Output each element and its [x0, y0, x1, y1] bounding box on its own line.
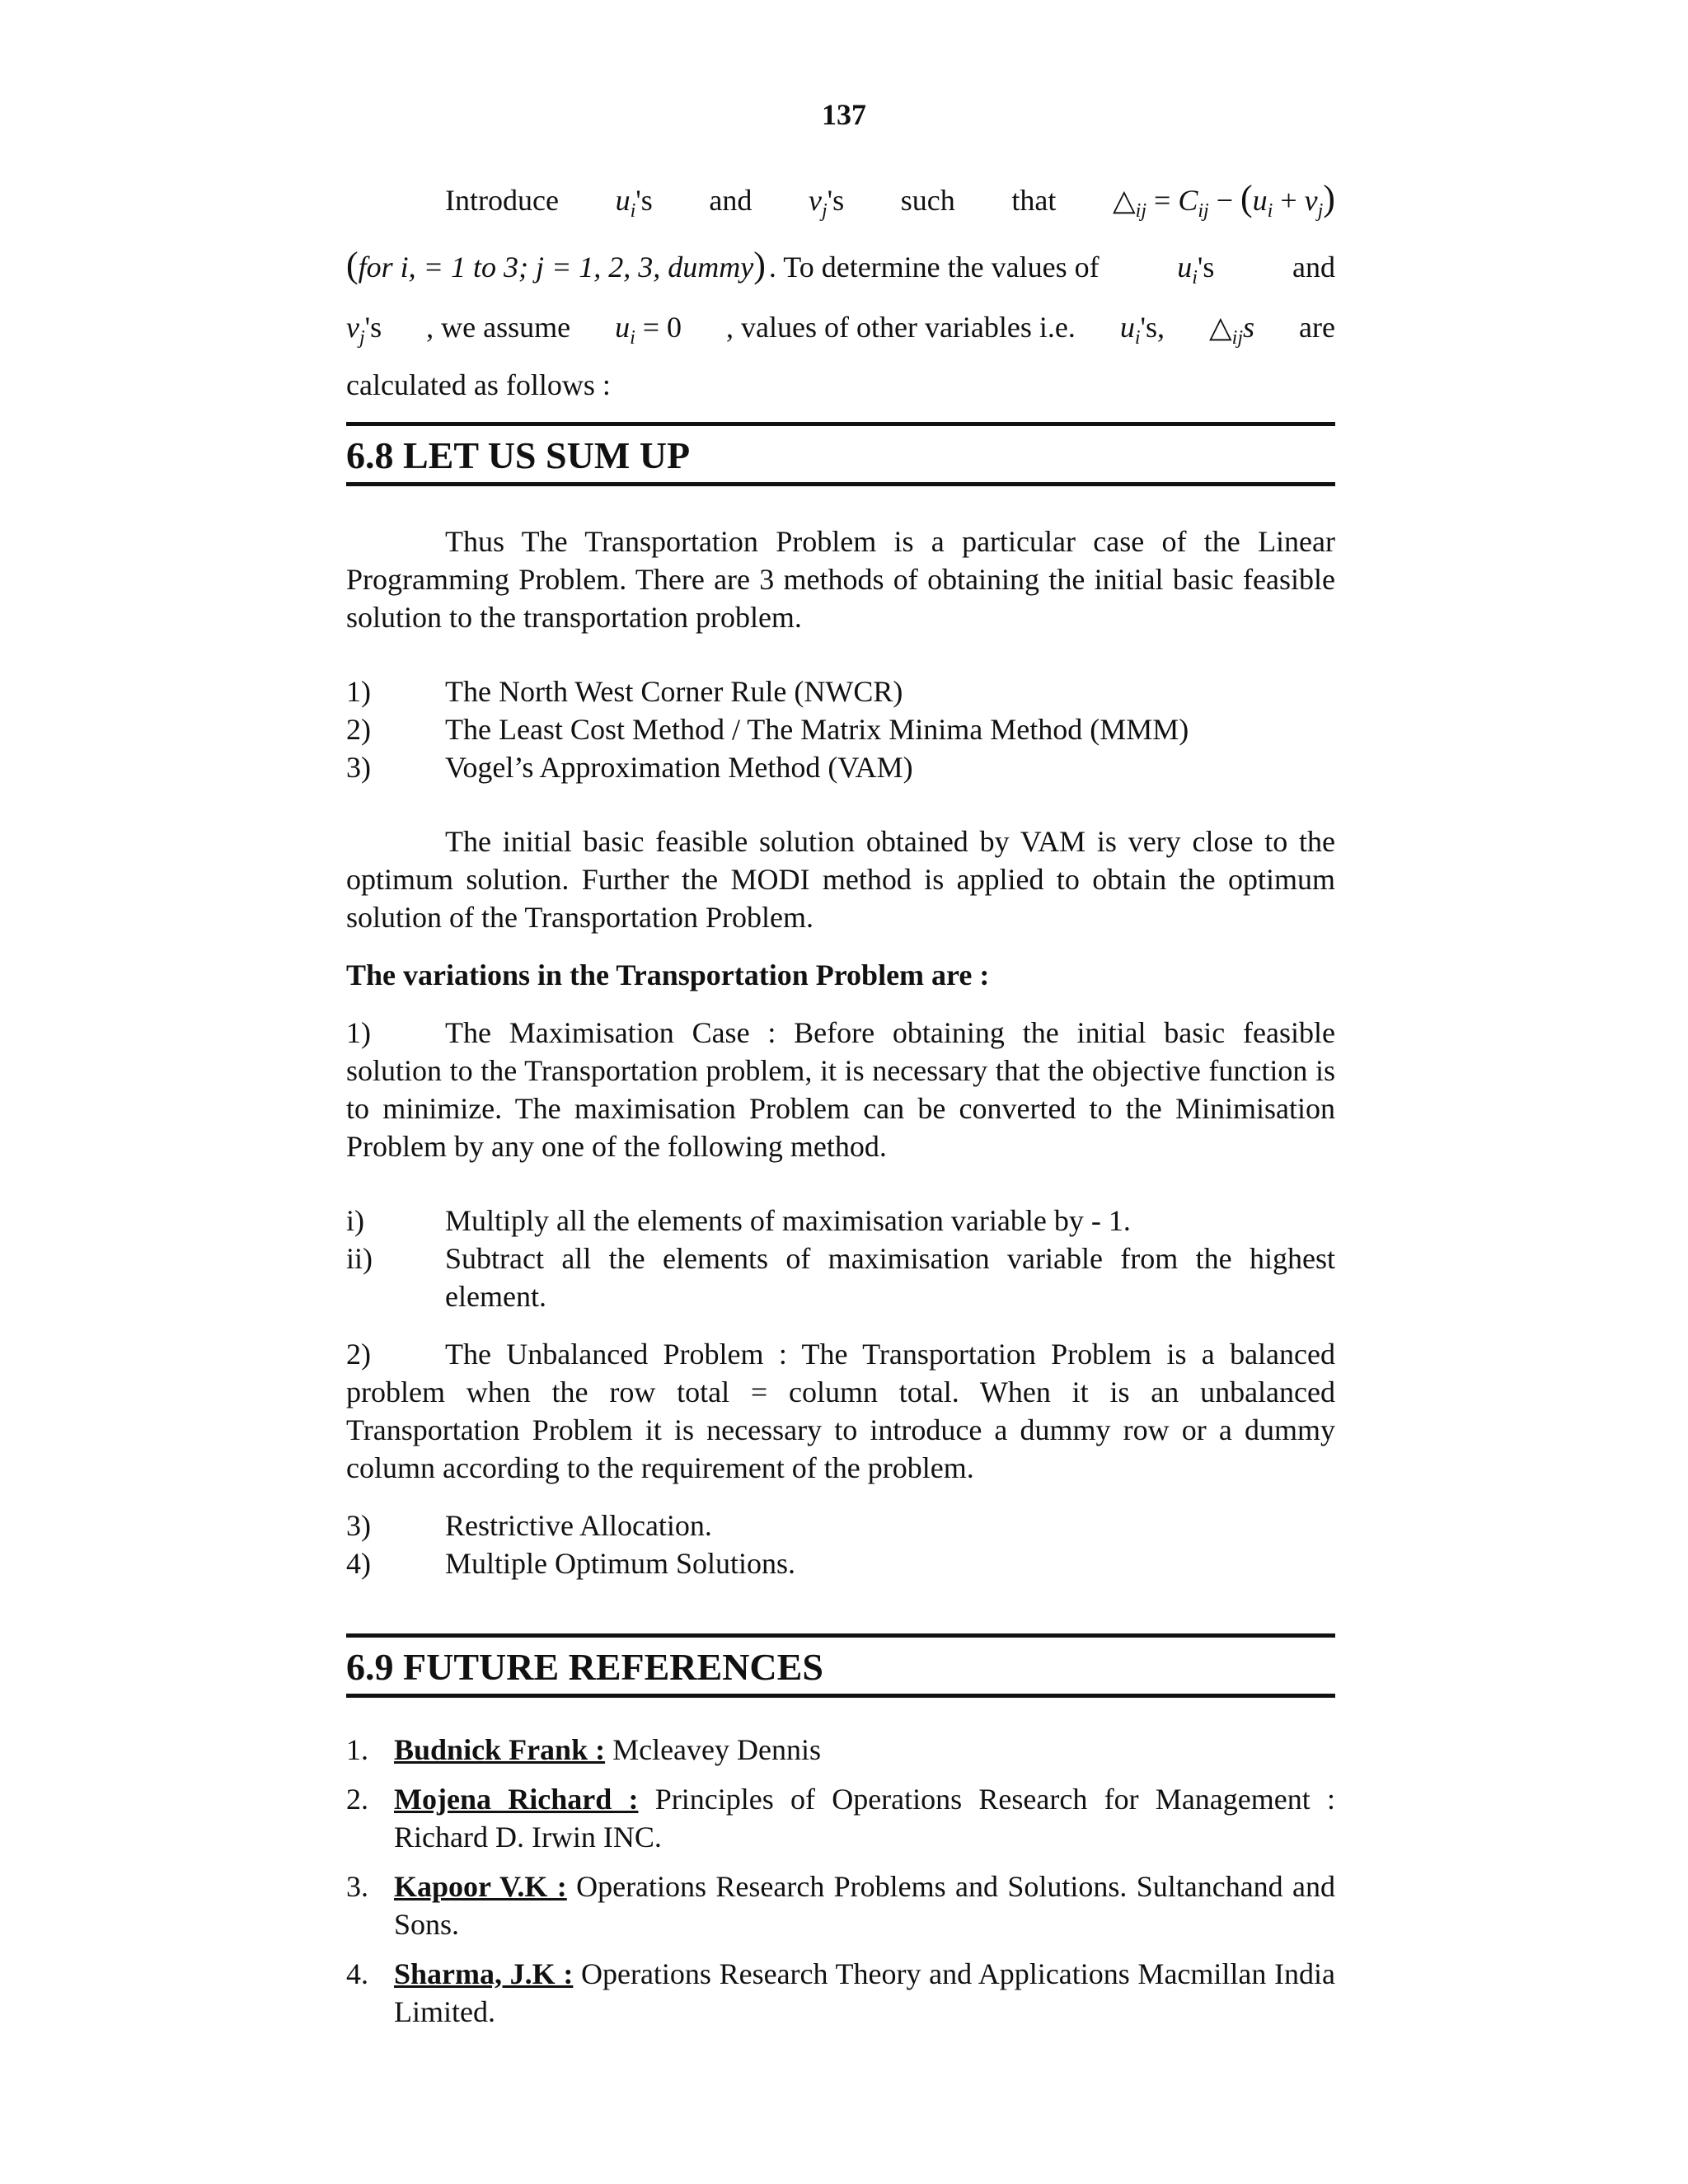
list-number: 1) — [346, 675, 371, 708]
math-u: u — [615, 311, 631, 344]
list-text: Multiple Optimum Solutions. — [445, 1547, 796, 1580]
list-item — [346, 673, 1335, 710]
list-number: 2. — [346, 1783, 368, 1816]
math-paren-open: ( — [346, 245, 359, 286]
math-paren-close: ) — [753, 245, 766, 286]
math-sub-i: i — [630, 327, 635, 349]
reference-text — [394, 1731, 1335, 1769]
math-delta-equation: $\triangle_{ij} = C_{ij} - (u_i + v_j)$ — [1112, 178, 1335, 223]
word-introduce: Introduce — [445, 184, 559, 217]
math-for-text: for i, = 1 to 3; j = 1, 2, 3, dummy — [358, 251, 754, 284]
list-number: 3) — [346, 751, 371, 784]
list-item — [346, 1955, 1335, 2031]
list-number: 4. — [346, 1957, 368, 1990]
word-such: such — [900, 184, 955, 217]
math-sub-i: i — [1192, 267, 1198, 289]
page-number: 137 — [822, 98, 866, 131]
reference-text — [394, 1868, 1335, 1943]
math-vj-s — [346, 308, 382, 357]
list-item — [346, 1868, 1335, 1943]
variation-1 — [346, 1014, 1335, 1165]
math-comma: , — [1157, 311, 1165, 344]
reference-text — [394, 1955, 1335, 2031]
math-v: v — [346, 311, 359, 344]
intro-text-values: , values of other variables i.e. — [726, 311, 1076, 344]
math-sub-j: j — [359, 327, 365, 349]
math-sub-j: j — [821, 200, 828, 223]
math-s-suffix: 's — [635, 184, 653, 217]
math-u: u — [1252, 184, 1268, 217]
intro-line-4: calculated as follows : — [346, 368, 611, 401]
variation-1-text: The Maximisation Case : Before obtaining the initial basic feasible solution to the Transportation problem, it is necessary that the objective function is to minimize. The maximisation Problem can be converted to the Minimisation Problem by any one of the following method. — [346, 1016, 1335, 1163]
list-number: 2) — [346, 713, 371, 746]
word-and: and — [1292, 251, 1335, 284]
math-ui-s — [1177, 248, 1214, 297]
math-eq-zero: = 0 — [642, 311, 682, 344]
variation-2-text: The Unbalanced Problem : The Transportation Problem is a balanced problem when the row total = column total. When it is an unbalanced Transportation Problem it is necessary to introduce a dummy row or a dummy column according to the requirement of the problem. — [346, 1338, 1335, 1484]
variations-heading: The variations in the Transportation Problem are : — [346, 958, 990, 991]
reference-author: Sharma, J.K : — [394, 1957, 574, 1990]
sub-list — [346, 1202, 1335, 1315]
word-are: are — [1298, 311, 1335, 344]
sum-up-paragraph-1: Thus The Transportation Problem is a particular case of the Linear Programming Problem. There are 3 methods of obtaining the initial basic feasible solution to the transportation problem. — [346, 525, 1335, 634]
math-for-clause — [346, 246, 766, 286]
math-ui-zero — [615, 308, 682, 357]
list-number: 3) — [346, 1509, 371, 1542]
intro-line-2 — [346, 246, 1335, 297]
list-item — [346, 748, 1335, 786]
list-text: Multiply all the elements of maximisation variable by - 1. — [445, 1204, 1131, 1237]
math-u: u — [615, 184, 631, 217]
variation-2 — [346, 1335, 1335, 1487]
reference-text — [394, 1780, 1335, 1856]
intro-line-3 — [346, 308, 1335, 357]
math-v: v — [808, 184, 822, 217]
math-sub-ij: ij — [1231, 327, 1243, 349]
intro-text-determine: . To determine the values of — [768, 251, 1100, 284]
math-sub-i: i — [630, 200, 636, 223]
math-sub-i: i — [1267, 200, 1273, 223]
reference-detail: Operations Research Theory and Applications Macmillan India Limited. — [394, 1957, 1336, 2028]
word-and: and — [709, 184, 753, 217]
list-text: Subtract all the elements of maximisation variable from the highest element. — [445, 1242, 1335, 1313]
math-u: u — [1119, 311, 1135, 344]
math-sub-ij: ij — [1198, 200, 1209, 223]
math-u: u — [1177, 251, 1193, 284]
math-C: C — [1178, 184, 1198, 217]
reference-author: Mojena Richard : — [394, 1783, 639, 1816]
reference-detail: Mcleavey Dennis — [605, 1733, 821, 1766]
math-vj-s — [809, 181, 844, 230]
list-item — [346, 1240, 1335, 1315]
math-s-suffix: 's — [827, 184, 845, 217]
list-text: The North West Corner Rule (NWCR) — [445, 675, 903, 708]
math-paren-close: ) — [1323, 178, 1335, 218]
list-text: Restrictive Allocation. — [445, 1509, 712, 1542]
list-number: 4) — [346, 1547, 371, 1580]
math-delta: △ — [1112, 184, 1136, 217]
variation-list-3-4 — [346, 1507, 1335, 1582]
math-sub-i: i — [1134, 327, 1141, 349]
math-s: s — [1243, 311, 1255, 344]
intro-line-2-text — [766, 248, 1335, 297]
section-6-9 — [346, 1633, 1335, 2031]
list-item — [346, 1731, 1335, 1769]
list-item — [346, 710, 1335, 748]
list-number: 2) — [346, 1338, 371, 1371]
list-text: The Least Cost Method / The Matrix Minima Method (MMM) — [445, 713, 1189, 746]
intro-paragraph — [346, 180, 1335, 404]
list-item — [346, 1780, 1335, 1856]
list-number: i) — [346, 1204, 364, 1237]
word-that: that — [1011, 184, 1057, 217]
list-number: 1. — [346, 1733, 368, 1766]
list-number: 1) — [346, 1016, 371, 1049]
math-ui-s — [1120, 308, 1165, 357]
section-6-8 — [346, 422, 1335, 1582]
reference-author: Kapoor V.K : — [394, 1870, 567, 1903]
references-list — [346, 1731, 1335, 2031]
reference-detail: Principles of Operations Research for Management : Richard D. Irwin INC. — [394, 1783, 1335, 1854]
math-v: v — [1304, 184, 1318, 217]
math-sub-ij: ij — [1135, 200, 1147, 223]
sum-up-paragraph-2: The initial basic feasible solution obtained by VAM is very close to the optimum solution. Further the MODI method is applied to obtain the optimum solution of the Transportation Problem. — [346, 825, 1335, 934]
list-number: ii) — [346, 1242, 373, 1275]
list-text: Vogel’s Approximation Method (VAM) — [445, 751, 913, 784]
intro-line-1 — [346, 180, 1335, 230]
list-item — [346, 1507, 1335, 1544]
section-heading-6-8: 6.8 LET US SUM UP — [346, 422, 1335, 486]
math-s-suffix: 's — [364, 311, 382, 344]
reference-author: Budnick Frank : — [394, 1733, 606, 1766]
math-s-suffix: 's — [1197, 251, 1215, 284]
methods-list — [346, 673, 1335, 786]
reference-detail: Operations Research Problems and Solutions. Sultanchand and Sons. — [394, 1870, 1335, 1941]
list-number: 3. — [346, 1870, 368, 1903]
math-ui-s — [616, 181, 653, 230]
list-item — [346, 1202, 1335, 1240]
list-item — [346, 1544, 1335, 1582]
math-s-suffix: 's — [1140, 311, 1157, 344]
intro-text-assume: , we assume — [426, 311, 571, 344]
section-heading-6-9: 6.9 FUTURE REFERENCES — [346, 1633, 1335, 1698]
math-paren-open: ( — [1240, 178, 1253, 218]
math-delta-s — [1209, 308, 1254, 357]
math-sub-j: j — [1317, 200, 1324, 223]
math-delta: △ — [1208, 311, 1232, 344]
